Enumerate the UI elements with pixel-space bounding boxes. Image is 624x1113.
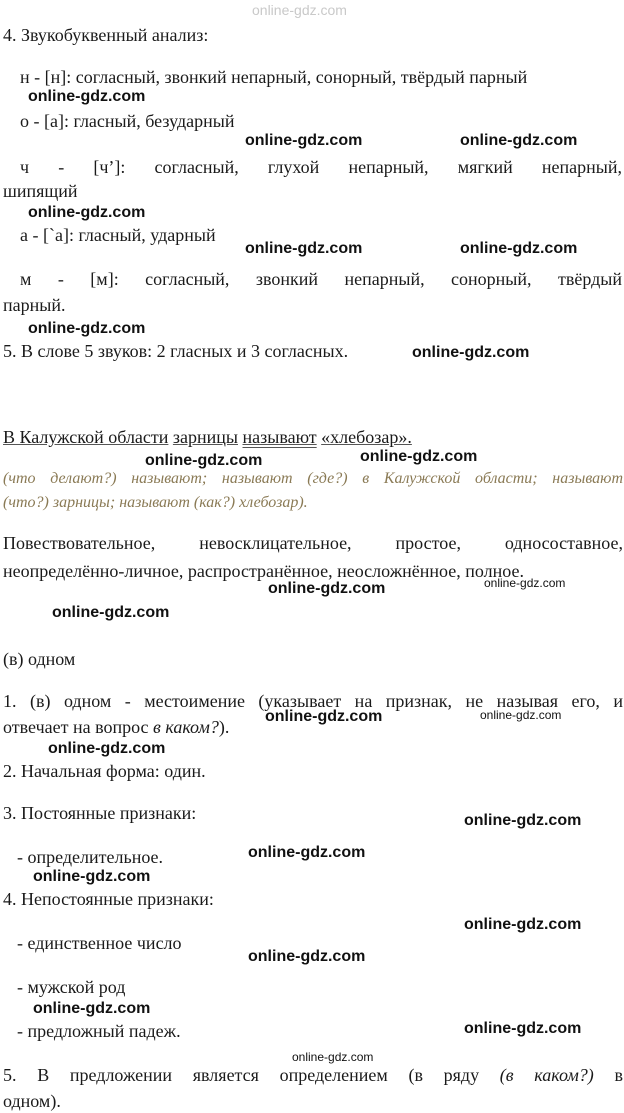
watermark: online-gdz.com <box>480 708 562 722</box>
analysis-line-ch-1: ч - [ч’]: согласный, глухой непарный, мягкий непарный, <box>20 157 622 177</box>
watermark: online-gdz.com <box>33 1000 151 1017</box>
watermark: online-gdz.com <box>245 240 363 257</box>
sentence-type-1: Повествовательное, невосклицательное, простое, односоставное, <box>3 533 623 553</box>
sentence-complement: «хлебозар». <box>321 427 412 447</box>
sentence-type-2: неопределённо-личное, распространённое, неосложнённое, полное. <box>3 561 524 581</box>
watermark: online-gdz.com <box>28 204 146 221</box>
text: 5. В предложении является определением (в ряду <box>3 1065 500 1085</box>
watermark: online-gdz.com <box>460 240 578 257</box>
sentence-object: зарницы <box>172 427 238 447</box>
morph-line-4b: - мужской род <box>17 977 126 997</box>
watermark: online-gdz.com <box>248 844 366 861</box>
morph-line-3: 3. Постоянные признаки: <box>3 803 197 823</box>
morph-line-5b: одном). <box>3 1091 61 1111</box>
morph-line-4a: - единственное число <box>17 933 182 953</box>
text: в <box>593 1065 624 1085</box>
watermark: online-gdz.com <box>360 448 478 465</box>
question: в каком? <box>153 717 219 737</box>
watermark: online-gdz.com <box>48 740 166 757</box>
morph-line-2: 2. Начальная форма: один. <box>3 761 206 781</box>
morph-line-4: 4. Непостоянные признаки: <box>3 889 214 909</box>
watermark: online-gdz.com <box>28 320 146 337</box>
analysis-line-ch-2: шипящий <box>3 181 78 201</box>
watermark: online-gdz.com <box>464 916 582 933</box>
watermark: online-gdz.com <box>412 344 530 361</box>
analysis-line-m-2: парный. <box>3 295 66 315</box>
analysis-heading: 4. Звукобуквенный анализ: <box>3 25 209 45</box>
morph-line-1b <box>3 716 229 738</box>
watermark: online-gdz.com <box>145 452 263 469</box>
morph-line-5a <box>3 1064 623 1086</box>
sentence-predicate: называют <box>242 427 317 447</box>
morph-word: (в) одном <box>3 649 76 669</box>
sentence <box>3 426 412 448</box>
analysis-summary: 5. В слове 5 звуков: 2 гласных и 3 согласных. <box>3 341 349 361</box>
analysis-line-a: а - [`а]: гласный, ударный <box>20 225 216 245</box>
watermark: online-gdz.com <box>248 948 366 965</box>
sentence-gloss-1: (что делают?) называют; называют (где?) в Калужской области; называют <box>3 470 623 487</box>
watermark: online-gdz.com <box>292 1050 374 1064</box>
analysis-line-o: о - [а]: гласный, безударный <box>20 111 235 131</box>
sentence-gloss-2: (что?) зарницы; называют (как?) хлебозар). <box>3 494 308 511</box>
watermark: online-gdz.com <box>484 576 566 590</box>
watermark: online-gdz.com <box>245 132 363 149</box>
watermark: online-gdz.com <box>268 580 386 597</box>
watermark: online-gdz.com <box>52 604 170 621</box>
analysis-line-m-1: м - [м]: согласный, звонкий непарный, сонорный, твёрдый <box>20 269 622 289</box>
watermark-top: online-gdz.com <box>252 2 347 18</box>
watermark: online-gdz.com <box>33 868 151 885</box>
watermark: online-gdz.com <box>28 88 146 105</box>
watermark: online-gdz.com <box>265 708 383 725</box>
question: (в каком?) <box>499 1065 594 1085</box>
watermark: online-gdz.com <box>464 1020 582 1037</box>
text: отвечает на вопрос <box>3 717 154 737</box>
morph-line-4c: - предложный падеж. <box>17 1021 181 1041</box>
morph-line-3a: - определительное. <box>17 847 164 867</box>
text: ). <box>218 717 230 737</box>
sentence-adverbial: В Калужской области <box>3 427 169 447</box>
watermark: online-gdz.com <box>464 812 582 829</box>
analysis-line-n: н - [н]: согласный, звонкий непарный, сонорный, твёрдый парный <box>20 67 528 87</box>
watermark: online-gdz.com <box>460 132 578 149</box>
morph-line-1a: 1. (в) одном - местоимение (указывает на признак, не называя его, и <box>3 691 623 711</box>
